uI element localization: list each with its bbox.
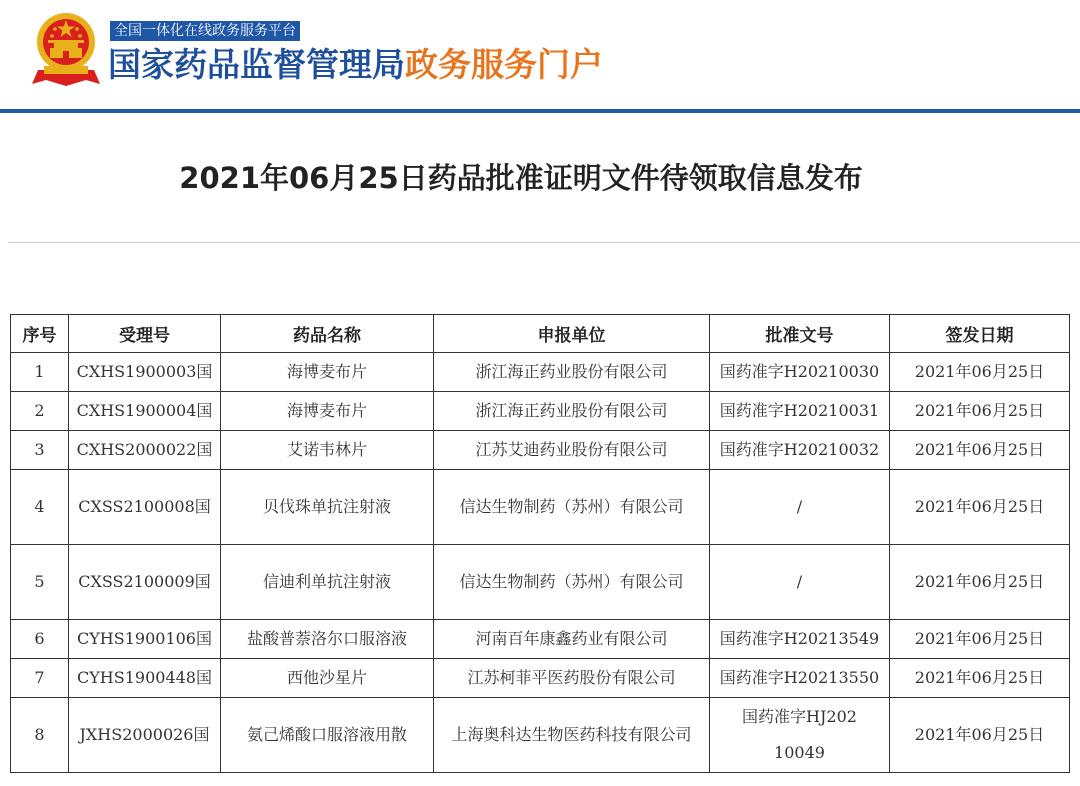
site-title[interactable]: [108, 44, 603, 86]
column-header-drug-name: 药品名称: [221, 315, 434, 353]
cell-company: 信达生物制药（苏州）有限公司: [434, 470, 710, 545]
approval-table: [10, 314, 1070, 773]
cell-issue-date: 2021年06月25日: [890, 698, 1070, 773]
cell-accept-no: CYHS1900106国: [69, 620, 221, 659]
cell-accept-no: CXSS2100009国: [69, 545, 221, 620]
article-title: 2021年06月25日药品批准证明文件待领取信息发布: [179, 161, 863, 195]
cell-issue-date: 2021年06月25日: [890, 392, 1070, 431]
cell-approval-no: /: [710, 470, 890, 545]
table-row: [11, 698, 1070, 773]
cell-approval-no: 国药准字H20213550: [710, 659, 890, 698]
cell-no: 3: [11, 431, 69, 470]
cell-no: 8: [11, 698, 69, 773]
column-header-company: 申报单位: [434, 315, 710, 353]
cell-drug-name: 海博麦布片: [221, 392, 434, 431]
column-header-accept-no: 受理号: [69, 315, 221, 353]
cell-issue-date: 2021年06月25日: [890, 470, 1070, 545]
column-header-issue-date: 签发日期: [890, 315, 1070, 353]
cell-no: 4: [11, 470, 69, 545]
table-row: [11, 353, 1070, 392]
site-header: [0, 0, 1080, 114]
cell-drug-name: 贝伐珠单抗注射液: [221, 470, 434, 545]
site-title-main: 国家药品监督管理局: [108, 45, 405, 84]
title-divider: [8, 242, 1080, 243]
cell-approval-no: 国药准字HJ20210049: [710, 698, 890, 773]
cell-approval-no: 国药准字H20210031: [710, 392, 890, 431]
column-header-no: 序号: [11, 315, 69, 353]
national-emblem-icon[interactable]: [30, 10, 102, 88]
cell-issue-date: 2021年06月25日: [890, 620, 1070, 659]
cell-company: 江苏柯菲平医药股份有限公司: [434, 659, 710, 698]
table-row: [11, 659, 1070, 698]
cell-issue-date: 2021年06月25日: [890, 659, 1070, 698]
cell-approval-no: /: [710, 545, 890, 620]
table-header-row: [11, 315, 1070, 353]
header-divider: [0, 109, 1080, 113]
cell-company: 河南百年康鑫药业有限公司: [434, 620, 710, 659]
cell-accept-no: CXSS2100008国: [69, 470, 221, 545]
cell-company: 江苏艾迪药业股份有限公司: [434, 431, 710, 470]
cell-company: 上海奥科达生物医药科技有限公司: [434, 698, 710, 773]
table-row: [11, 620, 1070, 659]
column-header-approval-no: 批准文号: [710, 315, 890, 353]
cell-accept-no: CXHS2000022国: [69, 431, 221, 470]
cell-approval-no: 国药准字H20210030: [710, 353, 890, 392]
table-row: [11, 545, 1070, 620]
cell-accept-no: CXHS1900003国: [69, 353, 221, 392]
cell-no: 6: [11, 620, 69, 659]
table-row: [11, 392, 1070, 431]
cell-company: 浙江海正药业股份有限公司: [434, 353, 710, 392]
platform-tagline: 全国一体化在线政务服务平台: [110, 21, 300, 41]
cell-drug-name: 氨己烯酸口服溶液用散: [221, 698, 434, 773]
cell-approval-no: 国药准字H20213549: [710, 620, 890, 659]
table-row: [11, 431, 1070, 470]
cell-accept-no: CYHS1900448国: [69, 659, 221, 698]
site-title-sub: 政务服务门户: [405, 45, 603, 84]
table-row: [11, 470, 1070, 545]
cell-no: 7: [11, 659, 69, 698]
cell-no: 1: [11, 353, 69, 392]
cell-issue-date: 2021年06月25日: [890, 353, 1070, 392]
cell-company: 信达生物制药（苏州）有限公司: [434, 545, 710, 620]
cell-drug-name: 西他沙星片: [221, 659, 434, 698]
cell-drug-name: 信迪利单抗注射液: [221, 545, 434, 620]
cell-accept-no: JXHS2000026国: [69, 698, 221, 773]
cell-drug-name: 海博麦布片: [221, 353, 434, 392]
cell-issue-date: 2021年06月25日: [890, 431, 1070, 470]
cell-no: 2: [11, 392, 69, 431]
cell-issue-date: 2021年06月25日: [890, 545, 1070, 620]
cell-approval-no: 国药准字H20210032: [710, 431, 890, 470]
cell-drug-name: 艾诺韦林片: [221, 431, 434, 470]
cell-no: 5: [11, 545, 69, 620]
cell-drug-name: 盐酸普萘洛尔口服溶液: [221, 620, 434, 659]
cell-accept-no: CXHS1900004国: [69, 392, 221, 431]
cell-company: 浙江海正药业股份有限公司: [434, 392, 710, 431]
